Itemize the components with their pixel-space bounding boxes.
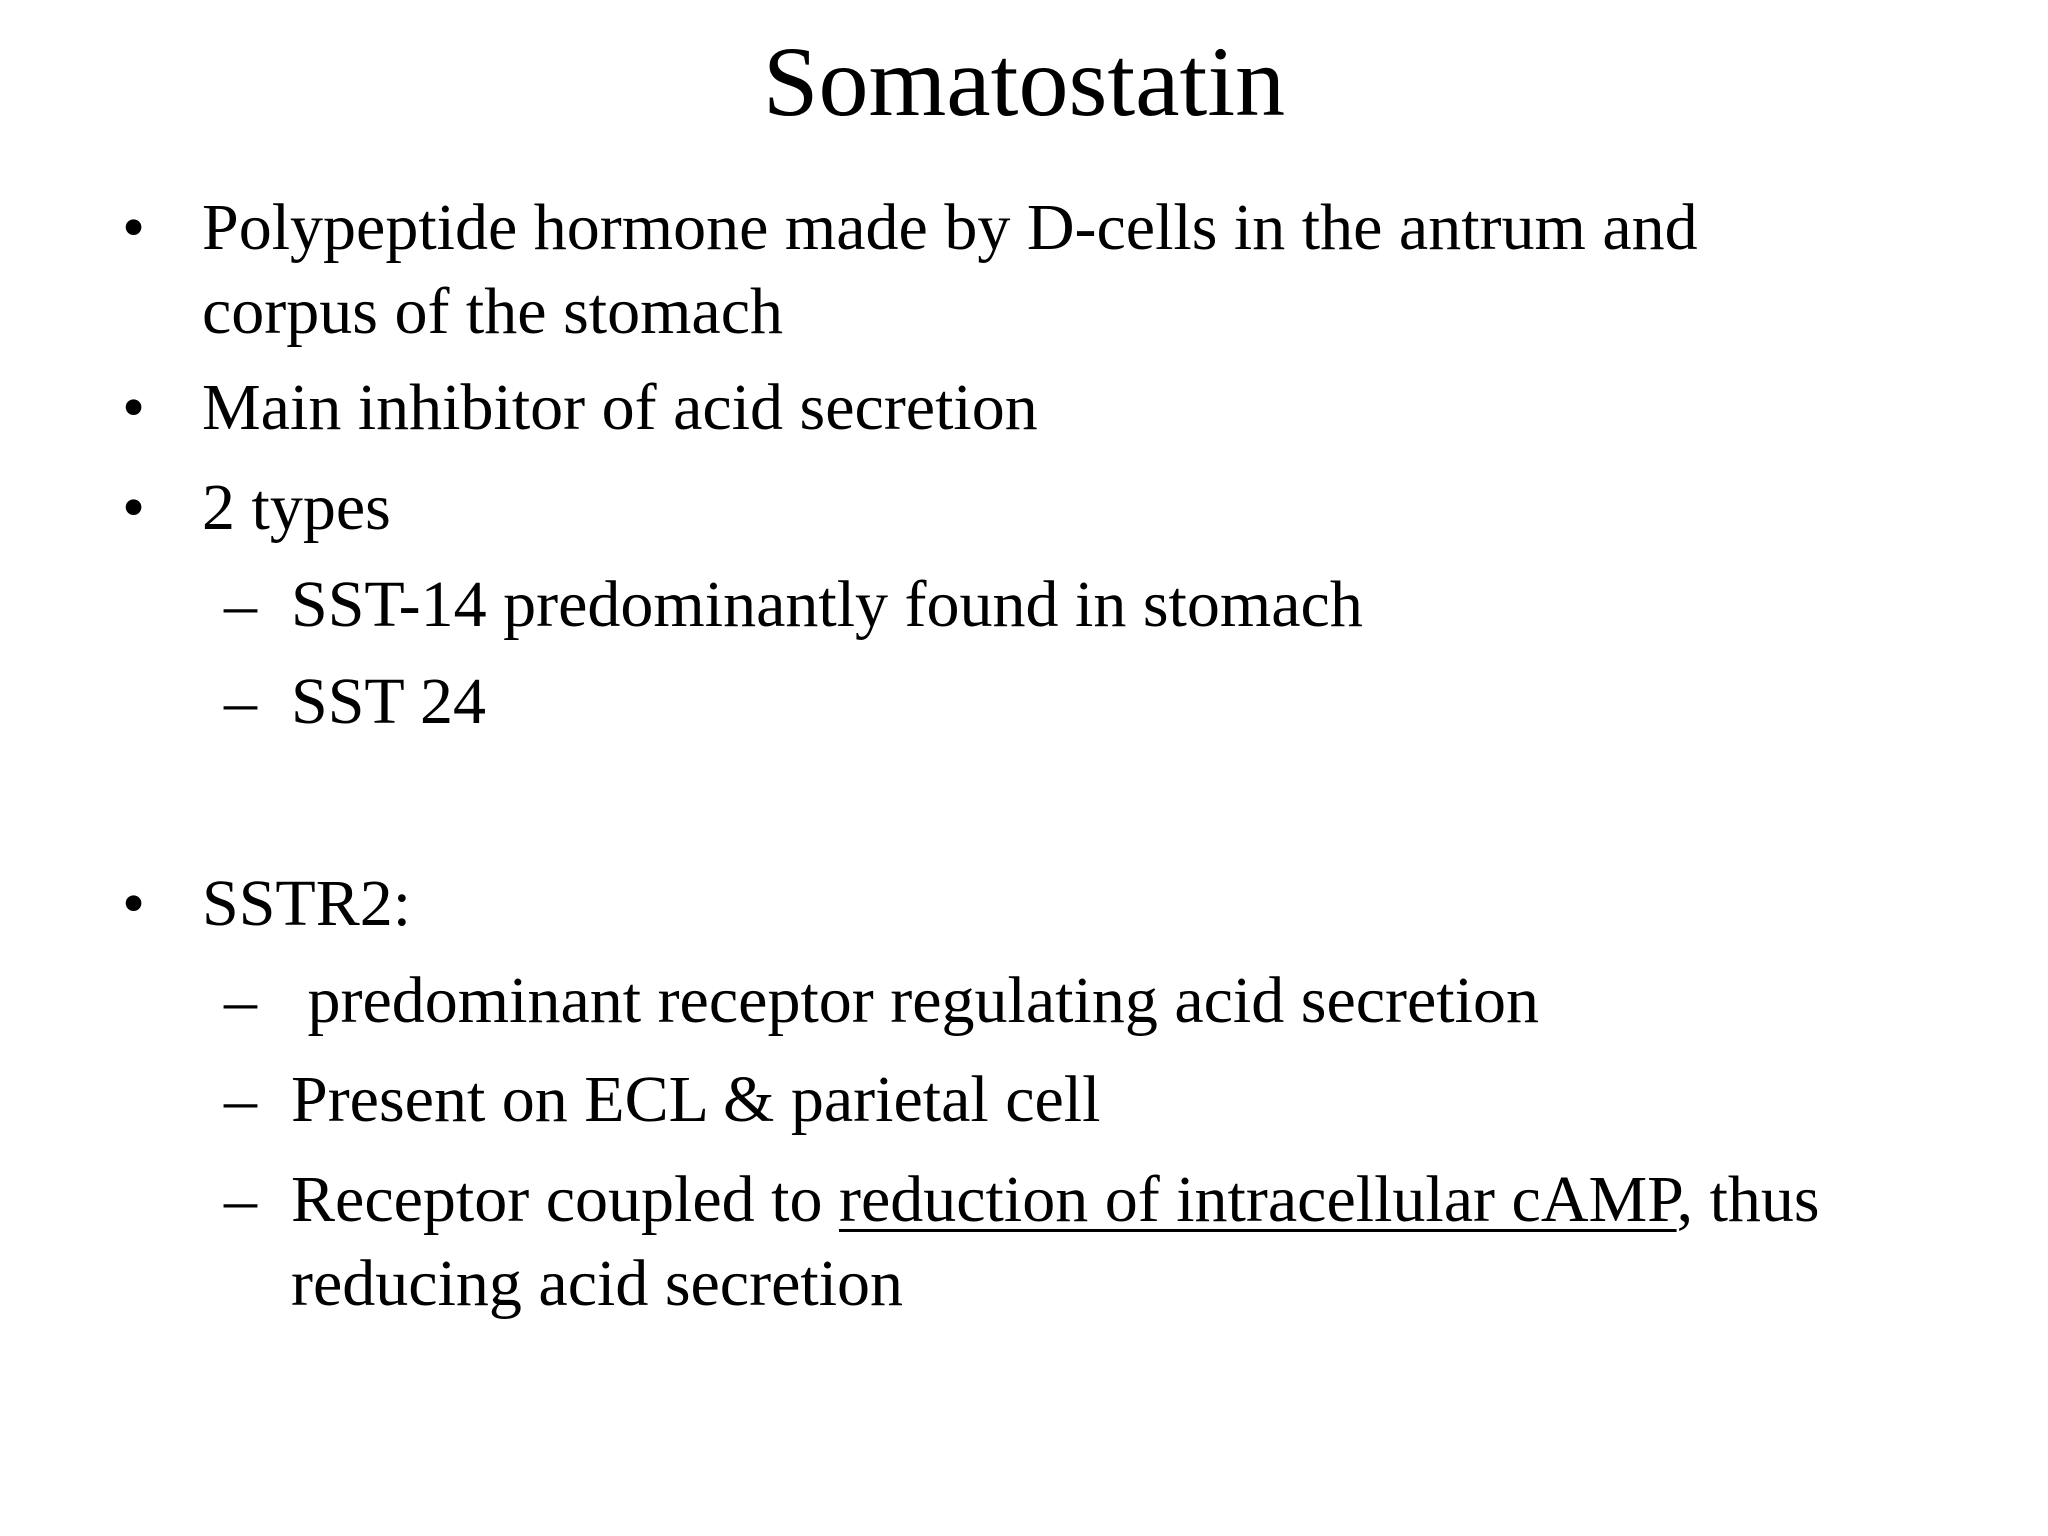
bullet-marker: • (122, 471, 146, 544)
bullet-marker: • (122, 371, 146, 444)
dash-marker: – (224, 964, 257, 1037)
sub-item-text-before: Receptor coupled to (291, 1163, 839, 1236)
sub-item-text: Present on ECL & parietal cell (291, 1063, 1101, 1136)
sub-item-text: predominant receptor regulating acid secretion (291, 964, 1539, 1037)
bullet-text-line: Polypeptide hormone made by D-cells in the antrum and (202, 191, 1698, 264)
bullet-text (202, 186, 1698, 354)
sub-item-text: SST-14 predominantly found in stomach (291, 568, 1363, 641)
dash-marker: – (224, 1163, 257, 1236)
bullet-marker: • (122, 191, 146, 264)
dash-marker: – (224, 665, 257, 738)
bullet-text: Main inhibitor of acid secretion (202, 371, 1038, 444)
bullet-text: SSTR2: (202, 867, 412, 940)
underlined-phrase: reduction of intracellular cAMP (838, 1163, 1677, 1236)
dash-marker: – (224, 568, 257, 641)
sub-item-text (291, 1158, 1820, 1326)
sub-item-text-after: , thus (1676, 1163, 1820, 1236)
slide-title: Somatostatin (762, 26, 1286, 137)
bullet-text: 2 types (202, 471, 391, 544)
dash-marker: – (224, 1063, 257, 1136)
sub-item-text-line: reducing acid secretion (291, 1247, 904, 1320)
sub-item-text: SST 24 (291, 665, 487, 738)
bullet-marker: • (122, 867, 146, 940)
bullet-text-line: corpus of the stomach (202, 275, 784, 348)
